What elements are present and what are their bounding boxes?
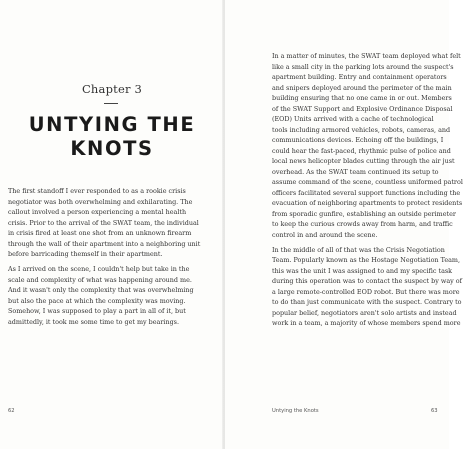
text-line: building ensuring that no one came in or out. Members — [272, 94, 452, 102]
text-line: The first standoff I ever responded to as a rookie crisis — [8, 187, 186, 195]
chapter-title-line: UNTYING THE — [28, 113, 196, 136]
left-body-text — [8, 186, 215, 332]
text-line: officers facilitated several support functions including the — [272, 188, 461, 197]
paragraph — [272, 51, 463, 240]
text-line: (EOD) Units arrived with a cache of technological — [272, 115, 434, 123]
text-line: to do than just communicate with the suspect. Contrary to — [272, 298, 462, 306]
text-line: a large remote-controlled EOD robot. But there was more — [272, 287, 460, 296]
running-head: Untying the Knots — [272, 408, 319, 414]
text-line: scale and complexity of what was happening around me. — [8, 275, 192, 284]
text-line: of the SWAT Support and Explosive Ordinance Disposal — [272, 104, 453, 113]
chapter-title — [0, 113, 224, 161]
text-line: And it wasn't only the complexity that was overwhelming — [8, 286, 194, 294]
text-line: before barricading themself in their apartment. — [8, 250, 163, 258]
text-line: could hear the fast-paced, rhythmic pulse of police and — [272, 146, 451, 155]
text-line: apartment building. Entry and containment operators — [272, 73, 447, 81]
text-line: overhead. As the SWAT team continued its setup to — [272, 167, 439, 176]
text-line: and snipers deployed around the perimeter of the main — [272, 83, 452, 92]
paragraph — [8, 264, 215, 327]
text-line: In a matter of minutes, the SWAT team deployed what felt — [272, 52, 461, 60]
text-line: As I arrived on the scene, I couldn't help but take in the — [8, 265, 190, 273]
paragraph — [272, 245, 463, 329]
text-line: Team. Popularly known as the Hostage Negotiation Team, — [272, 256, 461, 264]
chapter-divider — [104, 103, 118, 104]
text-line: to keep the curious crowds away from harm, and traffic — [272, 220, 453, 228]
text-line: in crisis fired at least one shot from an unknown firearm — [8, 229, 192, 237]
text-line: this was the unit I was assigned to and my specific task — [272, 266, 453, 275]
left-page — [0, 0, 224, 449]
text-line: popular belief, negotiators aren't solo artists and instead — [272, 308, 457, 317]
text-line: during this operation was to contact the suspect by way of — [272, 277, 463, 285]
text-line: but also the pace at which the complexity was moving. — [8, 296, 186, 305]
text-line: negotiator was both overwhelming and exhilarating. The — [8, 197, 193, 206]
text-line: evacuation of neighboring apartments to protect residents — [272, 199, 463, 207]
chapter-title-line: KNOTS — [70, 137, 154, 160]
page-number: 63 — [431, 408, 438, 414]
text-line: through the wall of their apartment into a neighboring unit — [8, 239, 201, 248]
text-line: In the middle of all of that was the Crisis Negotiation — [272, 245, 445, 254]
paragraph — [8, 186, 215, 260]
text-line: crisis. Prior to the arrival of the SWAT team, the individual — [8, 218, 199, 227]
text-line: local news helicopter blades cutting through the air just — [272, 157, 455, 165]
text-line: admittedly, it took me some time to get my bearings. — [8, 317, 179, 326]
text-line: from sporadic gunfire, establishing an outside perimeter — [272, 209, 456, 218]
right-body-text — [272, 51, 463, 333]
text-line: Somehow, I was supposed to play a part in all of it, but — [8, 307, 186, 315]
text-line: tools including armored vehicles, robots, cameras, and — [272, 125, 451, 134]
text-line: communications devices. Echoing off the buildings, I — [272, 136, 444, 144]
chapter-number: Chapter 3 — [81, 82, 143, 96]
text-line: assume command of the scene, countless uniformed patrol — [272, 178, 463, 186]
text-line: callout involved a person experiencing a mental health — [8, 208, 187, 216]
text-line: work in a team, a majority of whose members spend more — [272, 319, 461, 327]
text-line: like a small city in the parking lots around the suspect's — [272, 62, 454, 71]
page-number: 62 — [8, 408, 15, 414]
text-line: control in and around the scene. — [272, 230, 378, 239]
